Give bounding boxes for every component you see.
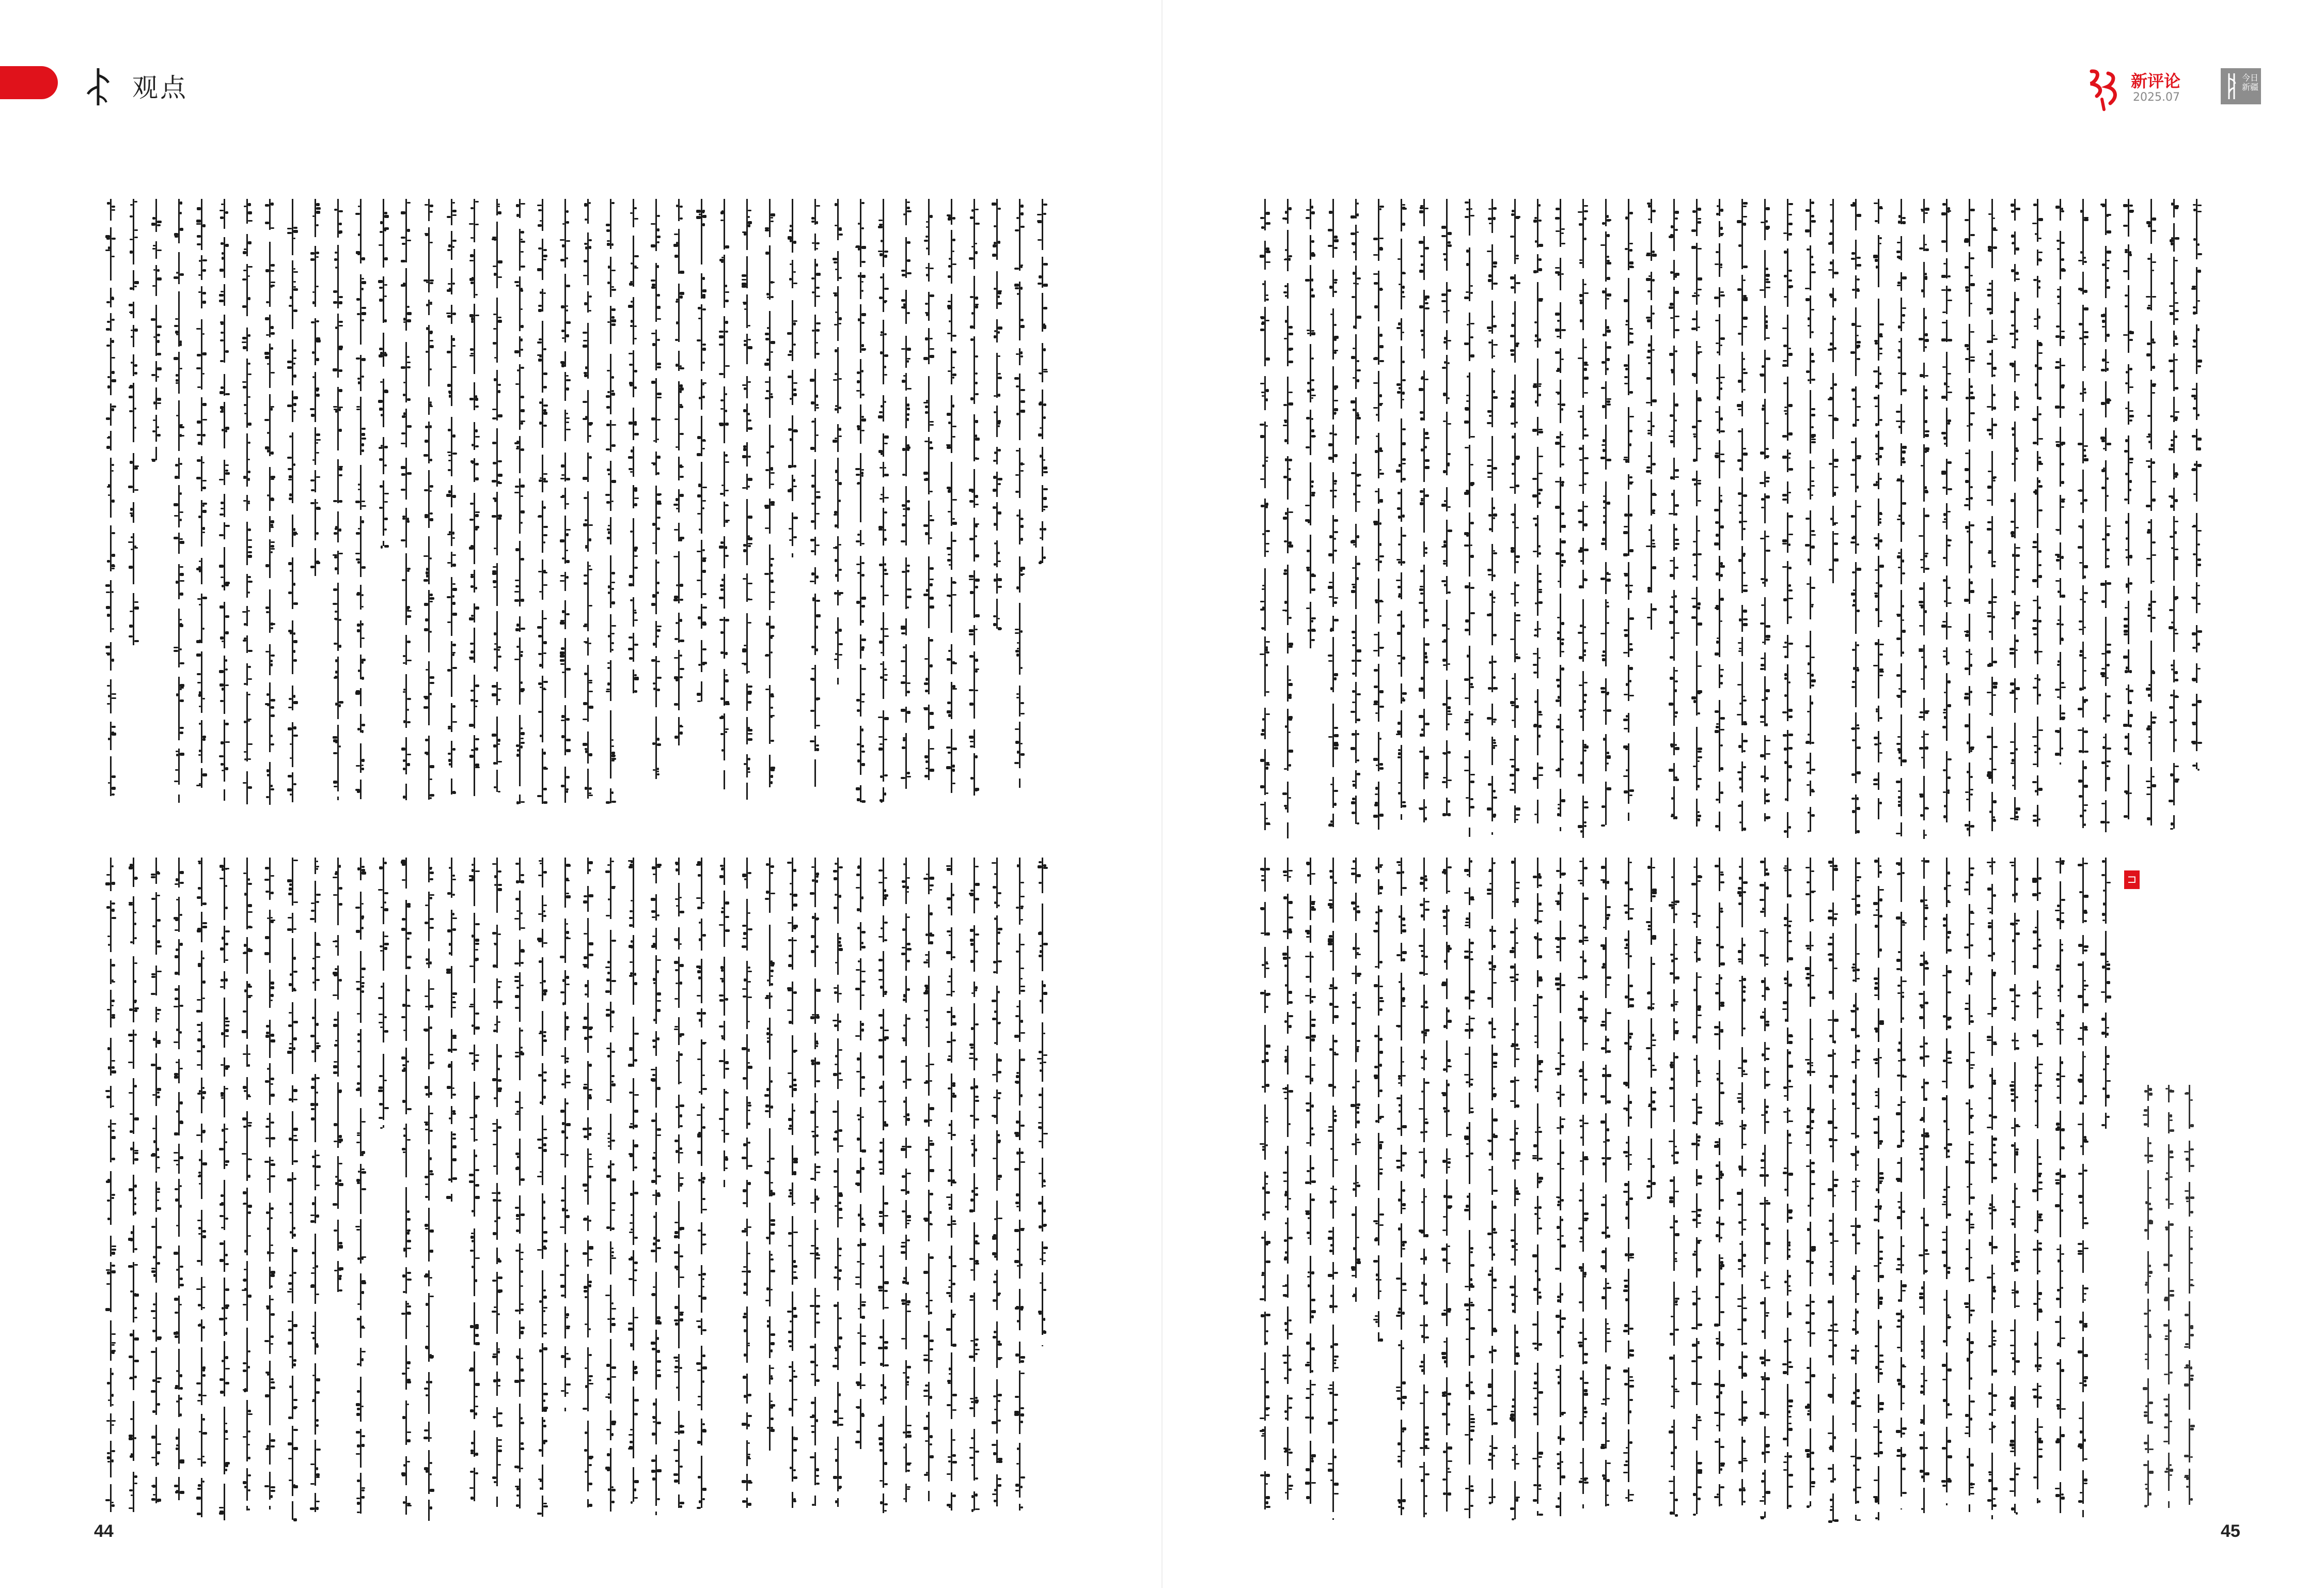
text-column bbox=[356, 858, 365, 1521]
text-column bbox=[469, 858, 479, 1521]
text-column bbox=[1828, 858, 1838, 1521]
text-column bbox=[1646, 199, 1656, 839]
text-block-left-top bbox=[106, 199, 1074, 806]
text-column bbox=[742, 858, 751, 1521]
text-column bbox=[1692, 858, 1701, 1521]
text-column bbox=[2033, 858, 2042, 1521]
text-column bbox=[2192, 199, 2201, 839]
text-column bbox=[174, 199, 183, 806]
text-column bbox=[1487, 199, 1497, 839]
text-column bbox=[1510, 858, 1519, 1521]
text-column bbox=[492, 858, 501, 1521]
text-column bbox=[1805, 199, 1815, 839]
text-column bbox=[310, 199, 320, 806]
text-column bbox=[1942, 858, 1951, 1521]
text-column bbox=[1283, 199, 1292, 839]
issue-date: 2025.07 bbox=[2133, 91, 2180, 104]
text-column bbox=[2101, 858, 2110, 1521]
text-column bbox=[1351, 858, 1360, 1521]
text-column bbox=[197, 199, 206, 806]
text-column bbox=[1442, 858, 1451, 1521]
text-column bbox=[1556, 858, 1565, 1521]
text-column bbox=[2010, 199, 2019, 839]
text-column bbox=[265, 858, 274, 1521]
text-column bbox=[1533, 858, 1542, 1521]
text-column bbox=[1374, 858, 1383, 1521]
text-column bbox=[1805, 858, 1815, 1521]
text-column bbox=[469, 199, 479, 806]
text-column bbox=[1851, 199, 1860, 839]
text-column bbox=[242, 858, 252, 1521]
text-column bbox=[1374, 199, 1383, 839]
text-column bbox=[356, 199, 365, 806]
text-column bbox=[1328, 199, 1338, 839]
text-column bbox=[606, 858, 615, 1521]
text-column bbox=[2078, 199, 2087, 839]
badge-text: 今日新疆 bbox=[2241, 73, 2258, 92]
text-block-right-bottom bbox=[1260, 858, 2133, 1521]
text-column bbox=[265, 199, 274, 806]
text-column bbox=[447, 199, 456, 806]
text-column bbox=[1465, 858, 1474, 1521]
text-column bbox=[1556, 199, 1565, 839]
text-column bbox=[765, 199, 774, 806]
text-column bbox=[492, 199, 501, 806]
text-column bbox=[1987, 858, 1997, 1521]
text-column bbox=[878, 199, 888, 806]
text-column bbox=[674, 858, 683, 1521]
text-column bbox=[151, 199, 161, 806]
text-column bbox=[1601, 858, 1610, 1521]
text-column bbox=[1419, 199, 1428, 839]
text-column bbox=[1896, 199, 1906, 839]
text-column bbox=[969, 199, 979, 806]
text-column bbox=[788, 858, 797, 1521]
text-column bbox=[2185, 1085, 2194, 1519]
text-column bbox=[1015, 858, 1024, 1521]
text-column bbox=[1896, 858, 1906, 1521]
text-column bbox=[1715, 199, 1724, 839]
text-column bbox=[1038, 199, 1047, 806]
text-column bbox=[106, 199, 115, 806]
text-column bbox=[833, 199, 842, 806]
text-column bbox=[2101, 199, 2110, 839]
text-column bbox=[1874, 199, 1883, 839]
page-number-left: 44 bbox=[94, 1521, 114, 1541]
text-column bbox=[538, 858, 547, 1521]
text-column bbox=[947, 199, 956, 806]
text-column bbox=[2078, 858, 2087, 1521]
text-column bbox=[424, 199, 433, 806]
text-column bbox=[1783, 858, 1792, 1521]
article-start-marker: ⊐ bbox=[2124, 870, 2140, 889]
text-column bbox=[2010, 858, 2019, 1521]
text-column bbox=[878, 858, 888, 1521]
text-column bbox=[2169, 199, 2178, 839]
text-column bbox=[242, 199, 252, 806]
text-column bbox=[1965, 199, 1974, 839]
text-column bbox=[1015, 199, 1024, 806]
text-column bbox=[129, 199, 138, 806]
section-tab bbox=[0, 66, 58, 99]
text-column bbox=[1669, 858, 1678, 1521]
text-column bbox=[674, 199, 683, 806]
masthead bbox=[2081, 66, 2262, 118]
text-column bbox=[219, 199, 229, 806]
text-column bbox=[1442, 199, 1451, 839]
text-column bbox=[1487, 858, 1497, 1521]
text-column bbox=[742, 199, 751, 806]
text-column bbox=[583, 858, 592, 1521]
text-column bbox=[379, 858, 388, 1521]
text-column bbox=[2124, 199, 2133, 839]
text-column bbox=[538, 199, 547, 806]
text-column bbox=[1646, 858, 1656, 1521]
text-column bbox=[333, 199, 342, 806]
text-column bbox=[992, 199, 1001, 806]
text-column bbox=[1306, 199, 1315, 839]
text-column bbox=[901, 199, 910, 806]
text-column bbox=[1578, 199, 1588, 839]
text-block-left-bottom bbox=[106, 858, 1074, 1521]
text-column bbox=[651, 199, 661, 806]
text-column bbox=[1851, 858, 1860, 1521]
text-column bbox=[1715, 858, 1724, 1521]
text-column bbox=[197, 858, 206, 1521]
text-column bbox=[924, 199, 933, 806]
text-column bbox=[2055, 199, 2065, 839]
text-column bbox=[379, 199, 388, 806]
text-column bbox=[401, 858, 411, 1521]
text-column bbox=[288, 858, 297, 1521]
text-column bbox=[1919, 858, 1928, 1521]
text-column bbox=[1396, 858, 1406, 1521]
magazine-title: 新评论 bbox=[2131, 71, 2181, 91]
text-column bbox=[1419, 858, 1428, 1521]
text-column bbox=[515, 199, 524, 806]
article-title-column bbox=[2143, 1085, 2205, 1519]
text-column bbox=[424, 858, 433, 1521]
text-column bbox=[2033, 199, 2042, 839]
text-column bbox=[174, 858, 183, 1521]
text-column bbox=[1260, 858, 1269, 1521]
page-number-right: 45 bbox=[2221, 1521, 2240, 1541]
text-column bbox=[1874, 858, 1883, 1521]
text-column bbox=[288, 199, 297, 806]
section-label: 观点 bbox=[132, 73, 188, 103]
text-column bbox=[629, 858, 638, 1521]
text-column bbox=[1737, 199, 1747, 839]
text-column bbox=[1669, 199, 1678, 839]
mongolian-script-mark-icon bbox=[83, 66, 114, 107]
text-column bbox=[1038, 858, 1047, 1521]
text-column bbox=[219, 858, 229, 1521]
text-column bbox=[1306, 858, 1315, 1521]
text-column bbox=[856, 199, 865, 806]
text-column bbox=[1510, 199, 1519, 839]
text-column bbox=[901, 858, 910, 1521]
text-column bbox=[629, 199, 638, 806]
text-column bbox=[1283, 858, 1292, 1521]
text-column bbox=[719, 199, 729, 806]
text-column bbox=[1624, 199, 1633, 839]
text-column bbox=[1783, 199, 1792, 839]
text-column bbox=[333, 858, 342, 1521]
text-column bbox=[583, 199, 592, 806]
text-block-right-top bbox=[1260, 199, 2218, 839]
text-column bbox=[1942, 199, 1951, 839]
text-column bbox=[560, 199, 570, 806]
text-column bbox=[788, 199, 797, 806]
text-column bbox=[833, 858, 842, 1521]
text-column bbox=[651, 858, 661, 1521]
text-column bbox=[606, 199, 615, 806]
text-column bbox=[1601, 199, 1610, 839]
text-column bbox=[1260, 199, 1269, 839]
text-column bbox=[1692, 199, 1701, 839]
text-column bbox=[1578, 858, 1588, 1521]
text-column bbox=[151, 858, 161, 1521]
text-column bbox=[697, 199, 706, 806]
text-column bbox=[106, 858, 115, 1521]
text-column bbox=[1737, 858, 1747, 1521]
text-column bbox=[765, 858, 774, 1521]
badge-mongolian-mark-icon bbox=[2224, 71, 2239, 101]
text-column bbox=[1533, 199, 1542, 839]
text-column bbox=[1965, 858, 1974, 1521]
text-column bbox=[697, 858, 706, 1521]
text-column bbox=[1328, 858, 1338, 1521]
text-column bbox=[719, 858, 729, 1521]
text-column bbox=[447, 858, 456, 1521]
text-column bbox=[924, 858, 933, 1521]
text-column bbox=[969, 858, 979, 1521]
mongolian-calligraphy-logo-icon bbox=[2081, 66, 2128, 113]
page-gutter bbox=[1161, 0, 1163, 1588]
text-column bbox=[810, 199, 820, 806]
publisher-badge bbox=[2221, 68, 2261, 104]
text-column bbox=[1919, 199, 1928, 839]
text-column bbox=[2164, 1085, 2173, 1519]
text-column bbox=[1828, 199, 1838, 839]
text-column bbox=[1760, 199, 1769, 839]
text-column bbox=[129, 858, 138, 1521]
text-column bbox=[1351, 199, 1360, 839]
text-column bbox=[2143, 1085, 2153, 1519]
text-column bbox=[560, 858, 570, 1521]
text-column bbox=[2146, 199, 2156, 839]
text-column bbox=[1465, 199, 1474, 839]
text-column bbox=[992, 858, 1001, 1521]
text-column bbox=[1624, 858, 1633, 1521]
text-column bbox=[310, 858, 320, 1521]
text-column bbox=[947, 858, 956, 1521]
text-column bbox=[1396, 199, 1406, 839]
text-column bbox=[856, 858, 865, 1521]
text-column bbox=[810, 858, 820, 1521]
text-column bbox=[2055, 858, 2065, 1521]
text-column bbox=[1987, 199, 1997, 839]
text-column bbox=[1760, 858, 1769, 1521]
text-column bbox=[515, 858, 524, 1521]
text-column bbox=[401, 199, 411, 806]
